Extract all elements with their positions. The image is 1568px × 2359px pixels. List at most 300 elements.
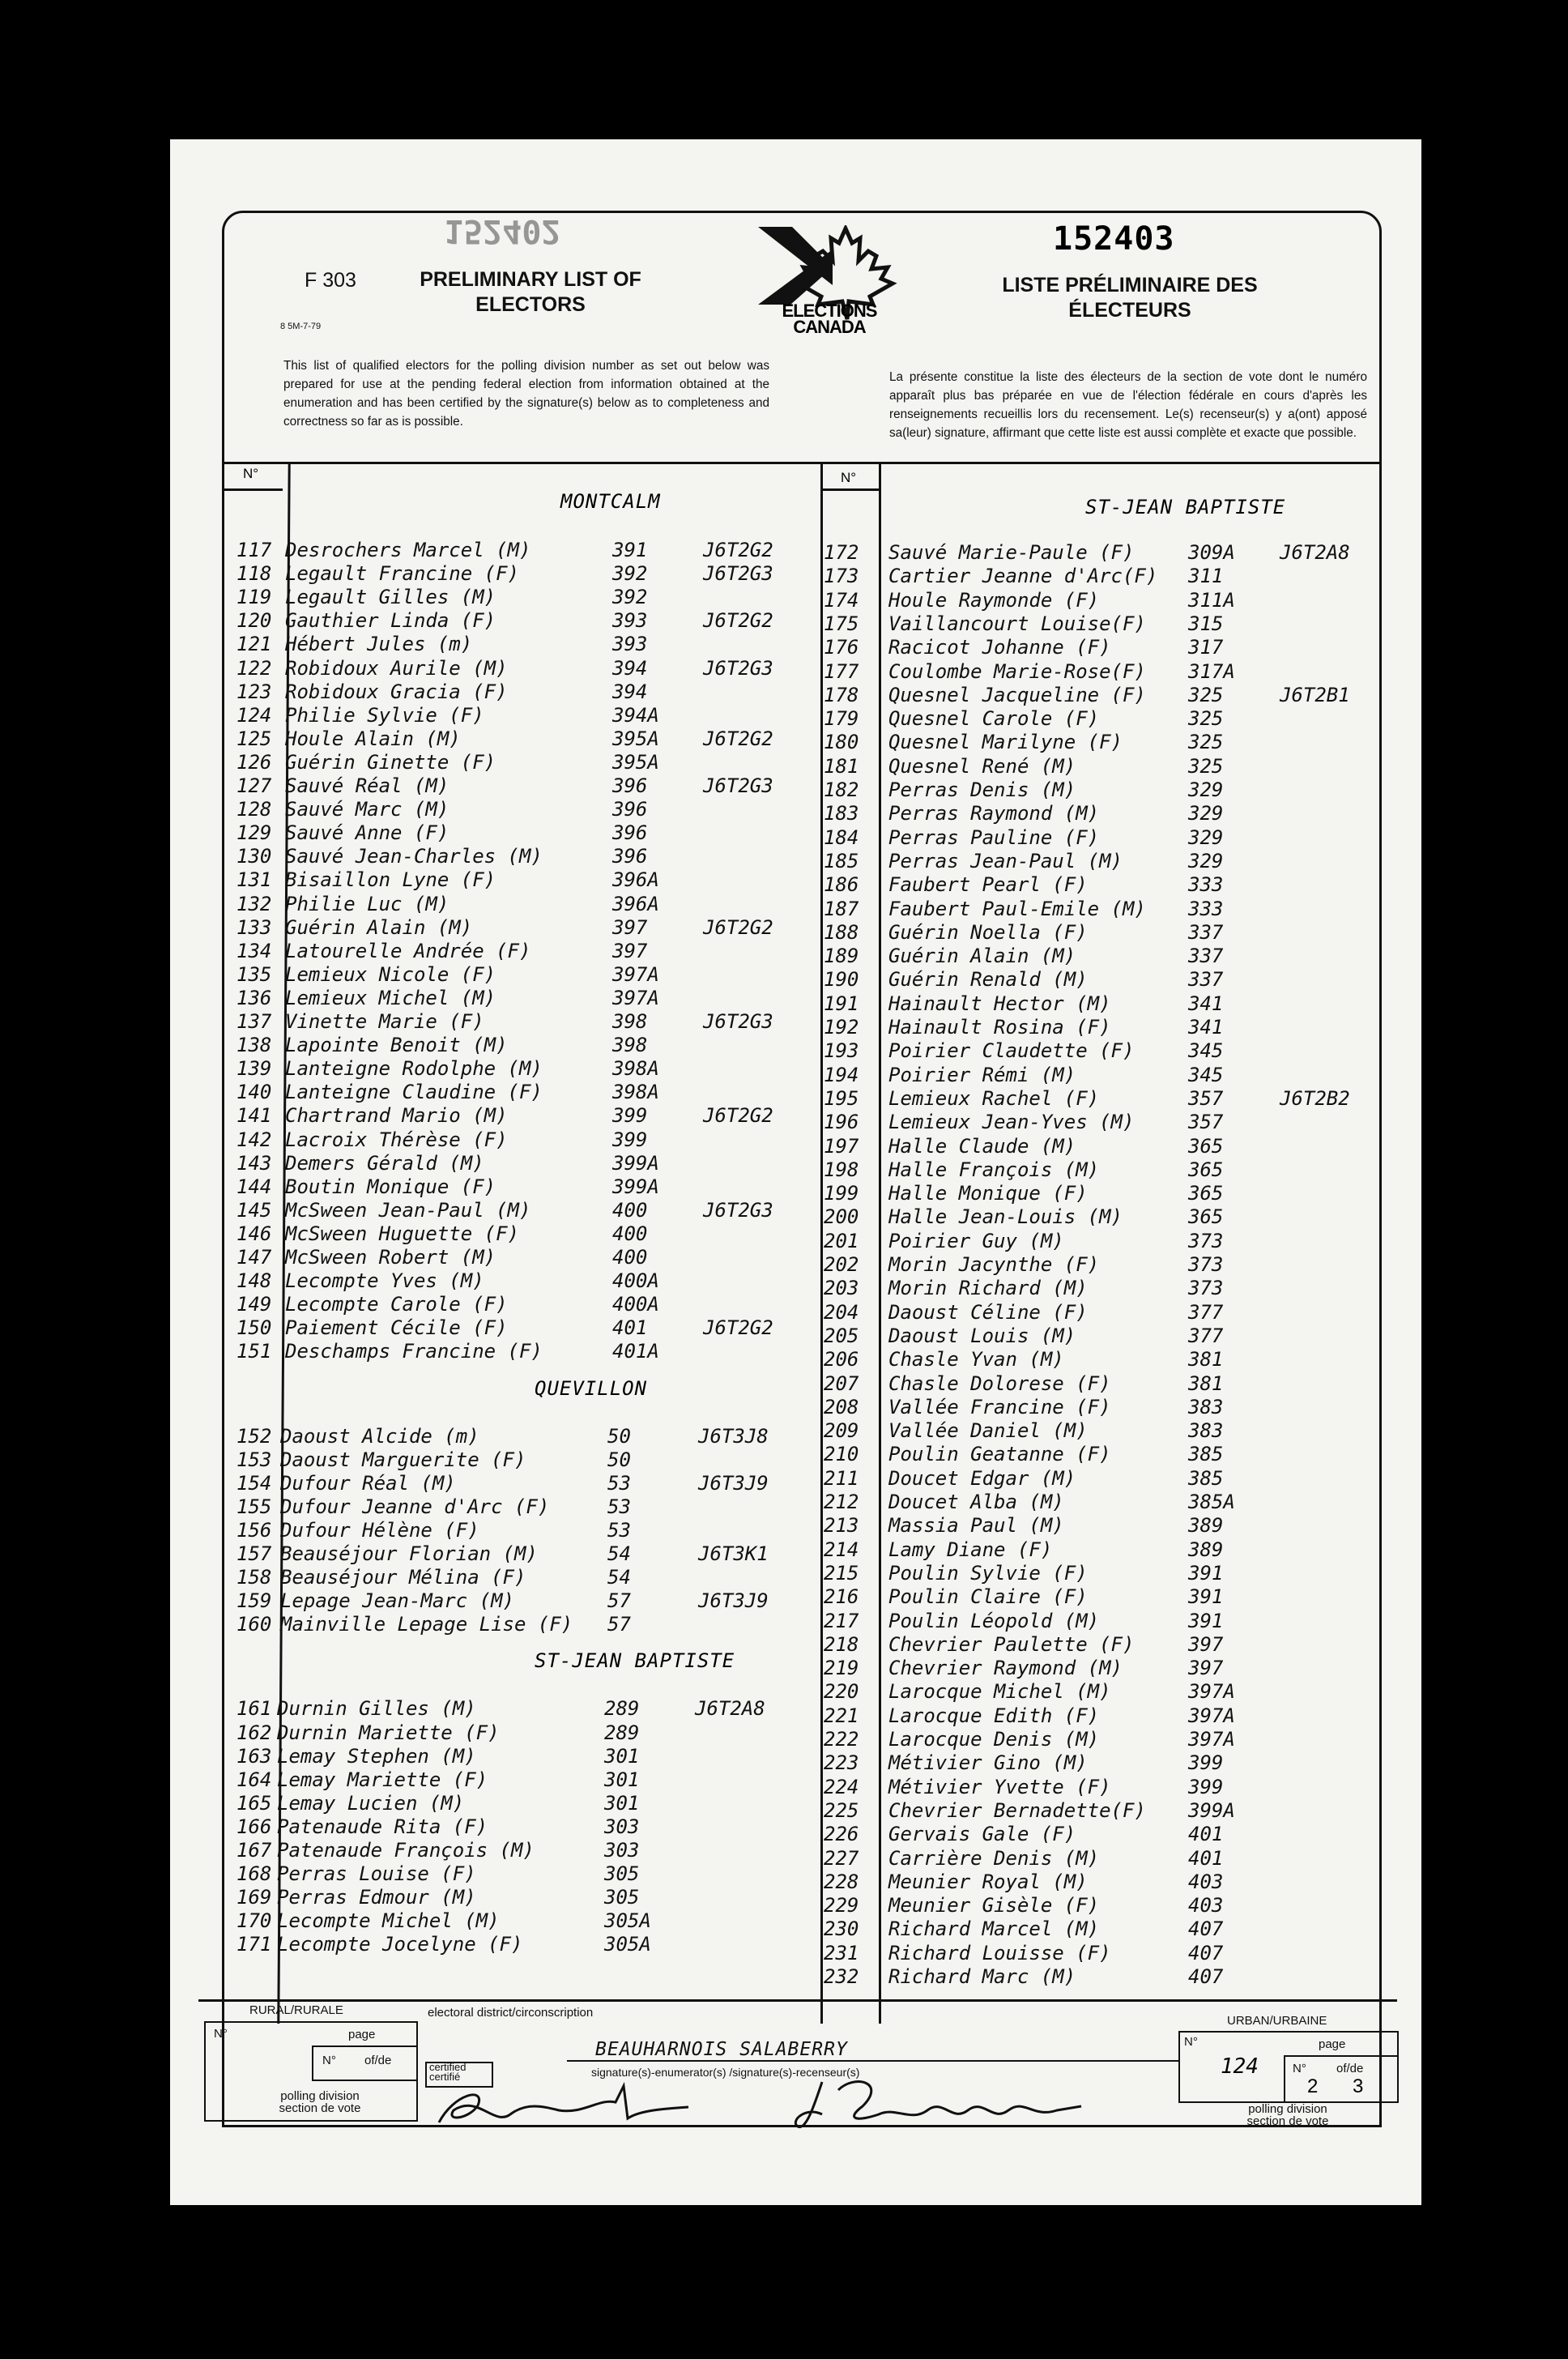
signature-1-icon bbox=[429, 2078, 705, 2135]
civic-number: 398 bbox=[612, 1010, 648, 1033]
elector-name: Hainault Rosina (F) bbox=[888, 1016, 1111, 1039]
civic-number: 407 bbox=[1188, 1941, 1224, 1964]
elector-number: 164 bbox=[236, 1768, 272, 1791]
postal-code: J6T2G3 bbox=[703, 774, 773, 797]
elector-number: 166 bbox=[236, 1815, 272, 1838]
civic-number: 303 bbox=[604, 1839, 640, 1862]
elector-name: Chevrier Paulette (F) bbox=[888, 1632, 1135, 1656]
elector-name: Lemieux Rachel (F) bbox=[888, 1086, 1100, 1110]
civic-number: 401 bbox=[612, 1316, 648, 1340]
elector-name: Carrière Denis (M) bbox=[888, 1846, 1100, 1870]
urban-polling-division-fr: section de vote bbox=[1246, 2114, 1329, 2128]
elector-number: 200 bbox=[824, 1205, 859, 1229]
elector-number: 184 bbox=[824, 825, 859, 849]
elector-name: McSween Robert (M) bbox=[285, 1246, 496, 1269]
civic-number: 396 bbox=[612, 821, 648, 845]
elector-name: Poulin Sylvie (F) bbox=[888, 1561, 1088, 1585]
elector-name: Meunier Gisèle (F) bbox=[888, 1894, 1100, 1917]
elector-name: Lecompte Michel (M) bbox=[277, 1909, 500, 1933]
elector-name: Hainault Hector (M) bbox=[888, 992, 1111, 1015]
urban-page-label: page bbox=[1319, 2037, 1346, 2051]
elector-number: 220 bbox=[824, 1680, 859, 1704]
civic-number: 400 bbox=[612, 1246, 648, 1269]
civic-number: 365 bbox=[1188, 1205, 1224, 1229]
elector-name: Philie Sylvie (F) bbox=[285, 703, 484, 727]
rural-no-label: N° bbox=[214, 2027, 228, 2041]
civic-number: 397 bbox=[612, 915, 648, 939]
civic-number: 377 bbox=[1188, 1300, 1224, 1324]
elector-name: Beauséjour Florian (M) bbox=[280, 1542, 538, 1565]
elector-number: 203 bbox=[824, 1277, 859, 1300]
elector-name: Poirier Claudette (F) bbox=[888, 1039, 1135, 1063]
elector-number: 225 bbox=[824, 1798, 859, 1822]
elector-number: 190 bbox=[824, 968, 859, 992]
elector-name: Poulin Claire (F) bbox=[888, 1585, 1088, 1609]
right-number-divider bbox=[879, 462, 881, 2024]
civic-number: 329 bbox=[1188, 779, 1224, 801]
civic-number: 400 bbox=[612, 1222, 648, 1245]
elector-name: Boutin Monique (F) bbox=[285, 1175, 496, 1198]
elector-name: Lepage Jean-Marc (M) bbox=[280, 1589, 514, 1613]
civic-number: 396A bbox=[612, 892, 659, 915]
civic-number: 317 bbox=[1188, 636, 1224, 659]
urban-label: URBAN/URBAINE bbox=[1227, 2014, 1327, 2028]
postal-code: J6T2G2 bbox=[703, 1316, 773, 1340]
column-header-no-left: N° bbox=[243, 466, 259, 481]
center-divider bbox=[820, 462, 823, 2024]
elector-name: Lecompte Carole (F) bbox=[285, 1293, 508, 1316]
civic-number: 398A bbox=[612, 1081, 659, 1104]
elector-number: 176 bbox=[824, 636, 859, 659]
rural-polling-division-en: polling division bbox=[280, 2089, 360, 2103]
elector-number: 215 bbox=[824, 1561, 859, 1585]
civic-number: 403 bbox=[1188, 1870, 1224, 1893]
civic-number: 400A bbox=[612, 1293, 659, 1316]
elector-number: 137 bbox=[236, 1010, 272, 1033]
postal-code: J6T3K1 bbox=[698, 1542, 769, 1565]
certified-fr: certifié bbox=[429, 2071, 461, 2083]
signature-2-icon bbox=[790, 2074, 1097, 2139]
elector-name: Guérin Ginette (F) bbox=[285, 750, 496, 774]
civic-number: 53 bbox=[607, 1471, 631, 1495]
civic-number: 329 bbox=[1188, 825, 1224, 849]
civic-number: 325 bbox=[1188, 683, 1224, 706]
elector-number: 189 bbox=[824, 945, 859, 968]
elector-name: Daoust Céline (F) bbox=[888, 1300, 1088, 1324]
civic-number: 345 bbox=[1188, 1063, 1224, 1086]
elector-number: 211 bbox=[824, 1466, 859, 1490]
elector-name: Sauvé Anne (F) bbox=[285, 821, 450, 845]
intro-text-french: La présente constitue la liste des électeurs de la section de vote dont le numéro apparaît plus bas préparée en vue de l'élection fédérale en cours d'après les renseignements recueillis lors du recensement. Le(s) recenseur(s) y a(ont) apposé sa(leur) signature, affirmant que cette liste est aussi complète et exacte que possible. bbox=[889, 370, 1367, 440]
civic-number: 329 bbox=[1188, 802, 1224, 825]
elector-name: Doucet Alba (M) bbox=[888, 1491, 1064, 1513]
elector-number: 174 bbox=[824, 588, 859, 612]
civic-number: 325 bbox=[1188, 731, 1224, 754]
urban-page-value: 2 bbox=[1307, 2075, 1319, 2097]
civic-number: 399 bbox=[1188, 1751, 1224, 1775]
elector-number: 141 bbox=[236, 1104, 272, 1128]
civic-number: 397A bbox=[1188, 1680, 1235, 1704]
district-label: electoral district/circonscription bbox=[428, 2006, 594, 2020]
elector-name: Sauvé Réal (M) bbox=[285, 774, 450, 797]
district-value: BEAUHARNOIS SALABERRY bbox=[595, 2039, 848, 2060]
elector-number: 127 bbox=[236, 774, 272, 797]
elector-number: 132 bbox=[236, 892, 272, 915]
civic-number: 357 bbox=[1188, 1111, 1224, 1134]
elector-name: Sauvé Jean-Charles (M) bbox=[285, 845, 543, 868]
civic-number: 289 bbox=[604, 1697, 640, 1721]
civic-number: 301 bbox=[604, 1791, 640, 1815]
civic-number: 53 bbox=[607, 1495, 631, 1518]
civic-number: 365 bbox=[1188, 1158, 1224, 1181]
civic-number: 365 bbox=[1188, 1134, 1224, 1158]
elector-name: Morin Jacynthe (F) bbox=[888, 1253, 1100, 1276]
signature-label: signature(s)-enumerator(s) /signature(s)-recenseur(s) bbox=[591, 2066, 860, 2079]
elector-name: Quesnel Carole (F) bbox=[888, 707, 1100, 731]
elector-name: Chasle Dolorese (F) bbox=[888, 1371, 1111, 1395]
elector-number: 213 bbox=[824, 1514, 859, 1538]
elector-name: Poirier Guy (M) bbox=[888, 1229, 1064, 1252]
civic-number: 391 bbox=[1188, 1609, 1224, 1632]
civic-number: 393 bbox=[612, 633, 648, 656]
elector-name: Chevrier Bernadette(F) bbox=[888, 1798, 1146, 1822]
civic-number: 407 bbox=[1188, 1917, 1224, 1941]
elector-number: 216 bbox=[824, 1585, 859, 1609]
elector-number: 226 bbox=[824, 1823, 859, 1846]
elector-number: 224 bbox=[824, 1775, 859, 1798]
elector-name: Lacroix Thérèse (F) bbox=[285, 1128, 508, 1151]
elector-name: Dufour Hélène (F) bbox=[280, 1518, 479, 1542]
civic-number: 383 bbox=[1188, 1419, 1224, 1443]
certified-en: certified bbox=[429, 2061, 467, 2073]
civic-number: 309A bbox=[1188, 541, 1235, 564]
elector-name: Lapointe Benoit (M) bbox=[285, 1034, 508, 1057]
civic-number: 396 bbox=[612, 845, 648, 868]
elector-name: Lanteigne Claudine (F) bbox=[285, 1081, 543, 1104]
elector-number: 125 bbox=[236, 727, 272, 750]
elector-name: Dufour Réal (M) bbox=[280, 1471, 456, 1495]
civic-number: 399A bbox=[1188, 1798, 1235, 1822]
elector-number: 201 bbox=[824, 1229, 859, 1252]
civic-number: 397A bbox=[1188, 1728, 1235, 1751]
civic-number: 333 bbox=[1188, 897, 1224, 920]
elector-number: 202 bbox=[824, 1253, 859, 1276]
section-heading: MONTCALM bbox=[560, 490, 661, 513]
civic-number: 341 bbox=[1188, 1016, 1224, 1039]
elector-number: 172 bbox=[824, 541, 859, 564]
section-heading: QUEVILLON bbox=[535, 1376, 648, 1400]
elector-number: 136 bbox=[236, 986, 272, 1009]
elector-number: 152 bbox=[236, 1424, 272, 1448]
logo-line-1: ELECTIONS bbox=[782, 301, 877, 321]
elector-number: 140 bbox=[236, 1081, 272, 1104]
elector-name: Richard Marcel (M) bbox=[888, 1917, 1100, 1941]
elector-number: 185 bbox=[824, 849, 859, 872]
column-header-no-right: N° bbox=[841, 470, 857, 485]
civic-number: 400 bbox=[612, 1198, 648, 1222]
civic-number: 385 bbox=[1188, 1443, 1224, 1466]
urban-polling-division-en: polling division bbox=[1248, 2102, 1327, 2116]
elector-name: Vaillancourt Louise(F) bbox=[888, 612, 1146, 635]
elector-name: Daoust Marguerite (F) bbox=[280, 1448, 526, 1471]
elector-number: 195 bbox=[824, 1086, 859, 1110]
civic-number: 57 bbox=[607, 1589, 631, 1613]
elector-name: Guérin Alain (M) bbox=[888, 945, 1076, 968]
elector-name: Lecompte Yves (M) bbox=[285, 1269, 484, 1293]
postal-code: J6T3J8 bbox=[698, 1424, 769, 1448]
elector-name: McSween Jean-Paul (M) bbox=[285, 1198, 531, 1222]
elector-number: 227 bbox=[824, 1846, 859, 1870]
civic-number: 385 bbox=[1188, 1466, 1224, 1490]
elector-name: Legault Gilles (M) bbox=[285, 586, 496, 609]
civic-number: 396 bbox=[612, 798, 648, 821]
elections-canada-logo bbox=[758, 225, 901, 339]
title-english: PRELIMINARY LIST OF ELECTORS bbox=[420, 268, 641, 316]
civic-number: 398 bbox=[612, 1034, 648, 1057]
elector-name: Dufour Jeanne d'Arc (F) bbox=[280, 1495, 550, 1518]
elector-number: 181 bbox=[824, 754, 859, 778]
civic-number: 397A bbox=[1188, 1704, 1235, 1727]
elector-number: 179 bbox=[824, 707, 859, 731]
elector-name: Perras Louise (F) bbox=[277, 1862, 476, 1886]
elector-number: 146 bbox=[236, 1222, 272, 1245]
civic-number: 392 bbox=[612, 562, 648, 586]
civic-number: 345 bbox=[1188, 1039, 1224, 1063]
postal-code: J6T2A8 bbox=[1280, 541, 1350, 564]
elector-name: Richard Louisse (F) bbox=[888, 1941, 1111, 1964]
civic-number: 303 bbox=[604, 1815, 640, 1838]
elector-name: Lamy Diane (F) bbox=[888, 1538, 1053, 1561]
civic-number: 329 bbox=[1188, 849, 1224, 872]
civic-number: 50 bbox=[607, 1448, 631, 1471]
elector-name: Larocque Michel (M) bbox=[888, 1680, 1111, 1704]
elector-number: 159 bbox=[236, 1589, 272, 1613]
civic-number: 373 bbox=[1188, 1229, 1224, 1252]
civic-number: 53 bbox=[607, 1518, 631, 1542]
civic-number: 407 bbox=[1188, 1965, 1224, 1988]
elector-number: 175 bbox=[824, 612, 859, 635]
elector-number: 123 bbox=[236, 680, 272, 703]
elector-name: Gervais Gale (F) bbox=[888, 1823, 1076, 1846]
elector-number: 133 bbox=[236, 915, 272, 939]
civic-number: 301 bbox=[604, 1768, 640, 1791]
elector-number: 209 bbox=[824, 1419, 859, 1443]
postal-code: J6T2G3 bbox=[703, 656, 773, 680]
elector-name: Morin Richard (M) bbox=[888, 1277, 1088, 1300]
elector-number: 120 bbox=[236, 609, 272, 633]
elector-name: Lemieux Nicole (F) bbox=[285, 962, 496, 986]
elector-name: Desrochers Marcel (M) bbox=[285, 539, 531, 561]
elector-number: 160 bbox=[236, 1613, 272, 1636]
elector-name: Perras Raymond (M) bbox=[888, 802, 1100, 825]
civic-number: 397 bbox=[612, 939, 648, 962]
elector-number: 180 bbox=[824, 731, 859, 754]
elector-number: 167 bbox=[236, 1839, 272, 1862]
elector-name: Houle Raymonde (F) bbox=[888, 588, 1100, 612]
civic-number: 333 bbox=[1188, 873, 1224, 897]
civic-number: 394 bbox=[612, 680, 648, 703]
elector-name: Daoust Louis (M) bbox=[888, 1324, 1076, 1347]
elector-name: Gauthier Linda (F) bbox=[285, 609, 496, 633]
civic-number: 305 bbox=[604, 1886, 640, 1909]
elector-number: 129 bbox=[236, 821, 272, 845]
elector-number: 199 bbox=[824, 1182, 859, 1205]
elector-number: 170 bbox=[236, 1909, 272, 1933]
elector-number: 131 bbox=[236, 868, 272, 892]
elector-number: 228 bbox=[824, 1870, 859, 1893]
elector-name: Patenaude Rita (F) bbox=[277, 1815, 488, 1838]
civic-number: 394 bbox=[612, 656, 648, 680]
elector-number: 156 bbox=[236, 1518, 272, 1542]
elector-number: 119 bbox=[236, 586, 272, 609]
elector-name: Larocque Denis (M) bbox=[888, 1728, 1100, 1751]
elector-number: 117 bbox=[236, 539, 272, 561]
elector-number: 128 bbox=[236, 798, 272, 821]
civic-number: 391 bbox=[1188, 1561, 1224, 1585]
postal-code: J6T2B1 bbox=[1280, 683, 1350, 706]
elector-number: 212 bbox=[824, 1491, 859, 1513]
elector-name: Patenaude François (M) bbox=[277, 1839, 535, 1862]
civic-number: 365 bbox=[1188, 1182, 1224, 1205]
elector-number: 139 bbox=[236, 1057, 272, 1081]
elector-name: Durnin Gilles (M) bbox=[277, 1697, 476, 1721]
civic-number: 399A bbox=[612, 1175, 659, 1198]
elector-name: Chasle Yvan (M) bbox=[888, 1348, 1064, 1371]
rural-polling-division-fr: section de vote bbox=[279, 2101, 361, 2115]
civic-number: 373 bbox=[1188, 1253, 1224, 1276]
elector-name: Poirier Rémi (M) bbox=[888, 1063, 1076, 1086]
urban-of-label: of/de bbox=[1336, 2062, 1364, 2075]
civic-number: 399 bbox=[1188, 1775, 1224, 1798]
elector-number: 135 bbox=[236, 962, 272, 986]
postal-code: J6T2G2 bbox=[703, 915, 773, 939]
elector-name: Coulombe Marie-Rose(F) bbox=[888, 659, 1146, 683]
rural-page-label: page bbox=[348, 2028, 376, 2041]
civic-number: 54 bbox=[607, 1542, 631, 1565]
serial-number: 152403 bbox=[1053, 220, 1175, 258]
elector-number: 143 bbox=[236, 1151, 272, 1175]
elector-number: 221 bbox=[824, 1704, 859, 1727]
elector-name: Paiement Cécile (F) bbox=[285, 1316, 508, 1340]
elector-number: 121 bbox=[236, 633, 272, 656]
elector-name: Faubert Paul-Emile (M) bbox=[888, 897, 1146, 920]
no-box-left-bottom bbox=[224, 488, 283, 491]
postal-code: J6T2G2 bbox=[703, 727, 773, 750]
elector-number: 157 bbox=[236, 1542, 272, 1565]
elector-name: Sauvé Marc (M) bbox=[285, 798, 450, 821]
elector-name: Demers Gérald (M) bbox=[285, 1151, 484, 1175]
elector-number: 187 bbox=[824, 897, 859, 920]
elector-number: 197 bbox=[824, 1134, 859, 1158]
elector-number: 148 bbox=[236, 1269, 272, 1293]
postal-code: J6T2G2 bbox=[703, 539, 773, 561]
elector-number: 168 bbox=[236, 1862, 272, 1886]
elector-name: Philie Luc (M) bbox=[285, 892, 450, 915]
civic-number: 392 bbox=[612, 586, 648, 609]
serial-number-bleedthrough: 152402 bbox=[444, 212, 561, 250]
elector-name: Chartrand Mario (M) bbox=[285, 1104, 508, 1128]
elector-number: 191 bbox=[824, 992, 859, 1015]
elector-name: Halle Jean-Louis (M) bbox=[888, 1205, 1123, 1229]
civic-number: 403 bbox=[1188, 1894, 1224, 1917]
civic-number: 401 bbox=[1188, 1846, 1224, 1870]
elector-number: 161 bbox=[236, 1697, 272, 1721]
elector-number: 124 bbox=[236, 703, 272, 727]
elector-name: Guérin Noella (F) bbox=[888, 920, 1088, 944]
elector-name: Durnin Mariette (F) bbox=[277, 1721, 500, 1744]
rural-label: RURAL/RURALE bbox=[249, 2003, 343, 2017]
civic-number: 305A bbox=[604, 1909, 651, 1933]
elector-name: Daoust Alcide (m) bbox=[280, 1424, 479, 1448]
elector-number: 122 bbox=[236, 656, 272, 680]
district-underline bbox=[567, 2060, 1179, 2062]
elector-name: Mainville Lepage Lise (F) bbox=[280, 1613, 573, 1636]
elector-number: 186 bbox=[824, 873, 859, 897]
civic-number: 337 bbox=[1188, 945, 1224, 968]
elector-name: Poulin Léopold (M) bbox=[888, 1609, 1100, 1632]
footer-top-line bbox=[198, 1999, 1397, 2002]
elector-name: Meunier Royal (M) bbox=[888, 1870, 1088, 1893]
civic-number: 397A bbox=[612, 986, 659, 1009]
elector-number: 134 bbox=[236, 939, 272, 962]
civic-number: 396A bbox=[612, 868, 659, 892]
civic-number: 394A bbox=[612, 703, 659, 727]
section-heading: ST-JEAN BAPTISTE bbox=[1085, 496, 1286, 518]
civic-number: 373 bbox=[1188, 1277, 1224, 1300]
elector-name: Massia Paul (M) bbox=[888, 1514, 1064, 1538]
postal-code: J6T2G2 bbox=[703, 1104, 773, 1128]
elector-name: Halle François (M) bbox=[888, 1158, 1100, 1181]
civic-number: 377 bbox=[1188, 1324, 1224, 1347]
elector-name: Métivier Gino (M) bbox=[888, 1751, 1088, 1775]
elector-name: Beauséjour Mélina (F) bbox=[280, 1566, 526, 1589]
elector-number: 206 bbox=[824, 1348, 859, 1371]
elector-number: 169 bbox=[236, 1886, 272, 1909]
civic-number: 399 bbox=[612, 1128, 648, 1151]
elector-number: 142 bbox=[236, 1128, 272, 1151]
elector-name: Deschamps Francine (F) bbox=[285, 1340, 543, 1363]
elector-name: Perras Pauline (F) bbox=[888, 825, 1100, 849]
elector-number: 130 bbox=[236, 845, 272, 868]
civic-number: 401A bbox=[612, 1340, 659, 1363]
elector-name: Larocque Edith (F) bbox=[888, 1704, 1100, 1727]
civic-number: 341 bbox=[1188, 992, 1224, 1015]
elector-number: 178 bbox=[824, 683, 859, 706]
elector-number: 194 bbox=[824, 1063, 859, 1086]
elector-name: Lecompte Jocelyne (F) bbox=[277, 1933, 523, 1956]
header-divider bbox=[224, 462, 1379, 464]
title-french: LISTE PRÉLIMINAIRE DES ÉLECTEURS bbox=[1002, 274, 1258, 322]
civic-number: 385A bbox=[1188, 1491, 1235, 1513]
civic-number: 393 bbox=[612, 609, 648, 633]
civic-number: 398A bbox=[612, 1057, 659, 1081]
elector-name: Vallée Daniel (M) bbox=[888, 1419, 1088, 1443]
elector-name: Métivier Yvette (F) bbox=[888, 1775, 1111, 1798]
civic-number: 305 bbox=[604, 1862, 640, 1886]
civic-number: 396 bbox=[612, 774, 648, 797]
elector-number: 205 bbox=[824, 1324, 859, 1347]
civic-number: 357 bbox=[1188, 1086, 1224, 1110]
elector-name: Halle Monique (F) bbox=[888, 1182, 1088, 1205]
elector-number: 165 bbox=[236, 1791, 272, 1815]
elector-number: 217 bbox=[824, 1609, 859, 1632]
elector-number: 126 bbox=[236, 750, 272, 774]
civic-number: 301 bbox=[604, 1744, 640, 1768]
postal-code: J6T2B2 bbox=[1280, 1086, 1350, 1110]
form-date: 8 5M-7-79 bbox=[280, 322, 322, 331]
elector-number: 182 bbox=[824, 779, 859, 801]
elector-number: 138 bbox=[236, 1034, 272, 1057]
